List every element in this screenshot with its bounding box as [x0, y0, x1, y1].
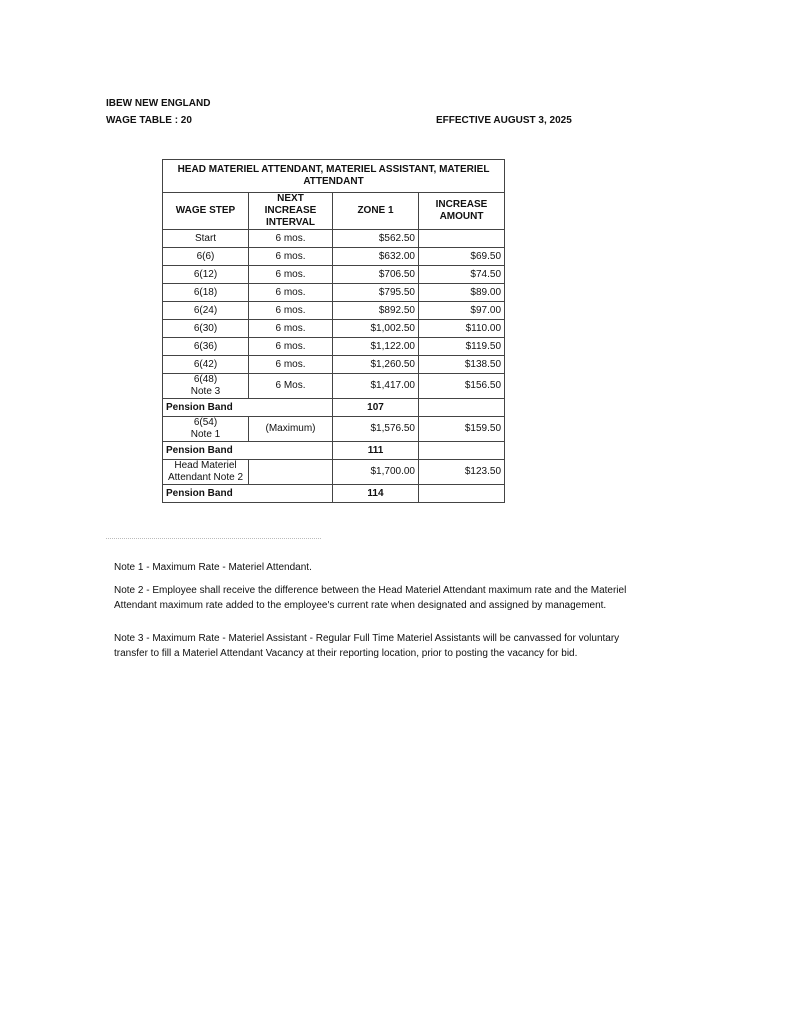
interval-cell: (Maximum)	[249, 417, 333, 442]
zone1-cell: $562.50	[333, 230, 419, 248]
pension-band-row	[163, 485, 505, 503]
interval-cell: 6 mos.	[249, 338, 333, 356]
interval-cell: 6 mos.	[249, 302, 333, 320]
zone1-cell: $1,002.50	[333, 320, 419, 338]
step-note: Attendant Note 2	[167, 472, 244, 483]
step-label: Head Materiel	[174, 460, 237, 471]
wage-step-cell: 6(12)	[163, 266, 249, 284]
pension-band-row	[163, 442, 505, 460]
increase-cell: $138.50	[419, 356, 505, 374]
column-header-row	[163, 193, 505, 230]
pension-band-value: 114	[333, 485, 419, 503]
wage-step-cell: Start	[163, 230, 249, 248]
step-label: 6(54)	[193, 417, 218, 428]
increase-cell: $97.00	[419, 302, 505, 320]
empty-cell	[419, 442, 505, 460]
wage-step-cell: 6(24)	[163, 302, 249, 320]
zone1-cell: $892.50	[333, 302, 419, 320]
note-3: Note 3 - Maximum Rate - Materiel Assistant - Regular Full Time Materiel Assistants will be canvassed for voluntary transfer to fill a Materiel Attendant Vacancy at their reporting location, prior to posting the vacancy for bid.	[114, 633, 620, 659]
zone1-cell: $1,417.00	[333, 374, 419, 399]
zone1-cell: $632.00	[333, 248, 419, 266]
wage-step-cell: 6(18)	[163, 284, 249, 302]
empty-cell	[419, 399, 505, 417]
interval-cell: 6 Mos.	[249, 374, 333, 399]
table-row	[163, 266, 505, 284]
interval-cell: 6 mos.	[249, 356, 333, 374]
note-1: Note 1 - Maximum Rate - Materiel Attendant.	[114, 562, 312, 573]
empty-cell	[419, 485, 505, 503]
zone1-cell: $1,260.50	[333, 356, 419, 374]
step-note: Note 3	[190, 386, 221, 397]
table-body	[163, 230, 505, 374]
table-row	[163, 338, 505, 356]
increase-cell: $69.50	[419, 248, 505, 266]
wage-table	[162, 159, 505, 503]
faint-divider	[106, 538, 321, 541]
wage-step-cell: 6(30)	[163, 320, 249, 338]
interval-cell: 6 mos.	[249, 320, 333, 338]
increase-cell: $159.50	[419, 417, 505, 442]
zone1-cell: $1,576.50	[333, 417, 419, 442]
interval-cell: 6 mos.	[249, 266, 333, 284]
wage-step-cell: 6(36)	[163, 338, 249, 356]
step-label: 6(48)	[193, 374, 218, 385]
increase-cell: $156.50	[419, 374, 505, 399]
table-row	[163, 284, 505, 302]
effective-date: EFFECTIVE AUGUST 3, 2025	[436, 115, 572, 126]
increase-cell: $89.00	[419, 284, 505, 302]
pension-band-value: 107	[333, 399, 419, 417]
interval-cell	[249, 460, 333, 485]
interval-cell: 6 mos.	[249, 284, 333, 302]
zone1-cell: $1,700.00	[333, 460, 419, 485]
pension-band-value: 111	[333, 442, 419, 460]
wage-step-cell	[163, 460, 249, 485]
table-row	[163, 417, 505, 442]
table-row	[163, 460, 505, 485]
wage-step-cell: 6(42)	[163, 356, 249, 374]
increase-cell: $110.00	[419, 320, 505, 338]
column-header: ZONE 1	[333, 193, 419, 230]
table-row	[163, 320, 505, 338]
increase-cell: $119.50	[419, 338, 505, 356]
organization-heading: IBEW NEW ENGLAND	[106, 98, 211, 109]
column-header: WAGE STEP	[163, 193, 249, 230]
interval-cell: 6 mos.	[249, 230, 333, 248]
increase-cell: $74.50	[419, 266, 505, 284]
table-row	[163, 248, 505, 266]
increase-cell	[419, 230, 505, 248]
column-header: INCREASE AMOUNT	[419, 193, 505, 230]
pension-band-label: Pension Band	[163, 399, 333, 417]
table-row	[163, 374, 505, 399]
zone1-cell: $1,122.00	[333, 338, 419, 356]
table-row	[163, 302, 505, 320]
table-row	[163, 230, 505, 248]
wage-step-cell	[163, 374, 249, 399]
wage-step-cell: 6(6)	[163, 248, 249, 266]
wage-table-number: WAGE TABLE : 20	[106, 115, 192, 126]
pension-band-label: Pension Band	[163, 442, 333, 460]
zone1-cell: $795.50	[333, 284, 419, 302]
increase-cell: $123.50	[419, 460, 505, 485]
step-note: Note 1	[190, 429, 221, 440]
wage-step-cell	[163, 417, 249, 442]
note-2: Note 2 - Employee shall receive the difference between the Head Materiel Attendant maximum rate and the Materiel Attendant maximum rate added to the employee's current rate when designated and assigned by management.	[114, 585, 627, 611]
column-header: NEXT INCREASE INTERVAL	[249, 193, 333, 230]
pension-band-label: Pension Band	[163, 485, 333, 503]
pension-band-row	[163, 399, 505, 417]
table-title: HEAD MATERIEL ATTENDANT, MATERIEL ASSISTANT, MATERIEL ATTENDANT	[163, 160, 505, 193]
table-row	[163, 356, 505, 374]
zone1-cell: $706.50	[333, 266, 419, 284]
interval-cell: 6 mos.	[249, 248, 333, 266]
